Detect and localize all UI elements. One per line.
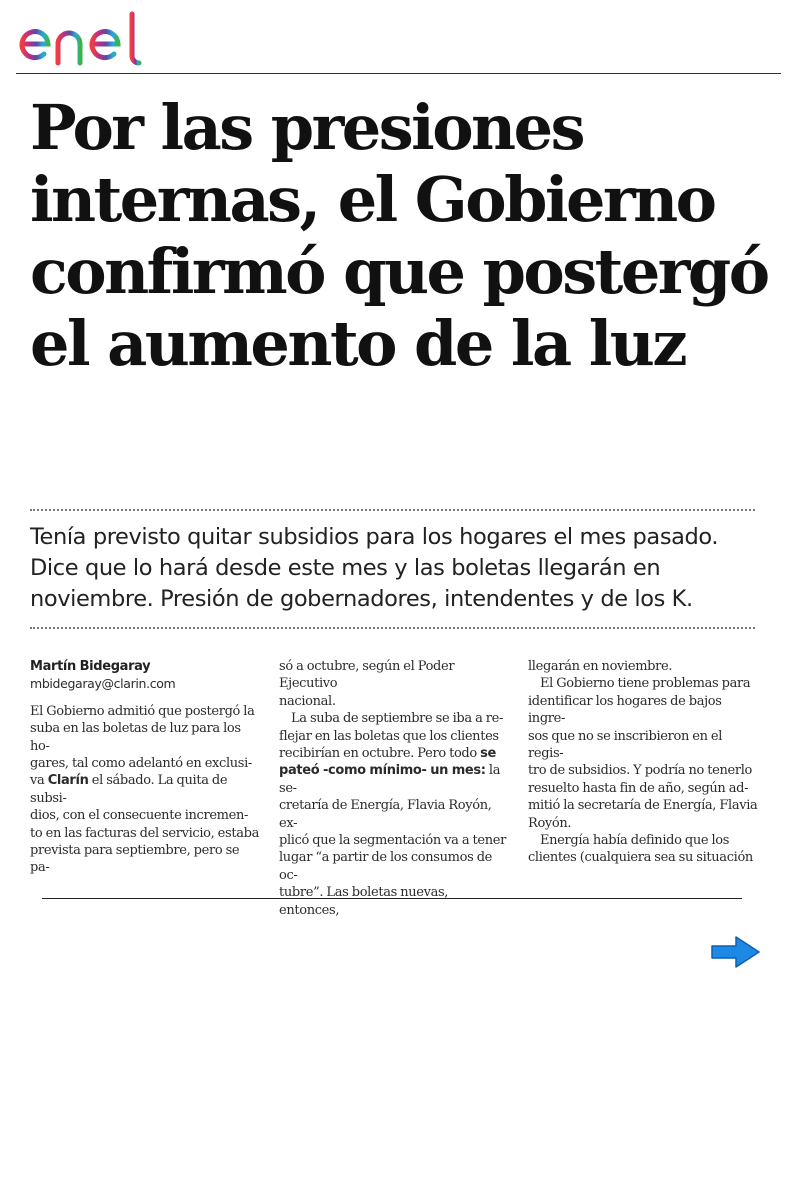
body-line: plicó que la segmentación va a tener xyxy=(279,833,506,849)
body-line: sos que no se inscribieron en el regis- xyxy=(528,728,723,762)
body-line: to en las facturas del servicio, estaba xyxy=(30,825,259,841)
summary-divider-bottom xyxy=(30,627,755,629)
newspaper-name: Clarín xyxy=(47,773,89,789)
body-line: clientes (cualquiera sea su situación xyxy=(528,850,753,866)
summary-line: noviembre. Presión de gobernadores, intendentes y de los K. xyxy=(30,586,693,612)
body-line: prevista para septiembre, pero se pa- xyxy=(30,843,240,876)
headline-line: el aumento de la luz xyxy=(30,307,686,380)
headline-line: Por las presiones xyxy=(30,91,583,164)
body-line: tro de subsidios. Y podría no tenerlo xyxy=(528,763,752,779)
body-paragraph xyxy=(279,710,509,919)
headline-line: confirmó que postergó xyxy=(30,235,768,308)
body-line: lugar “a partir de los consumos de oc- xyxy=(279,850,493,883)
summary-line: Tenía previsto quitar subsidios para los hogares el mes pasado. xyxy=(30,524,719,550)
body-text: recibirían en octubre. Pero todo xyxy=(279,746,481,762)
article-column-1 xyxy=(30,658,260,877)
article-headline xyxy=(30,92,780,380)
body-line: tubre”. Las boletas nuevas, entonces, xyxy=(279,885,449,918)
body-paragraph xyxy=(528,675,758,832)
body-paragraph xyxy=(279,658,509,710)
body-line: suba en las boletas de luz para los ho- xyxy=(30,721,241,754)
body-bold: pateó -como mínimo- un mes: xyxy=(279,763,486,779)
body-paragraph xyxy=(30,703,260,877)
body-line: só a octubre, según el Poder Ejecutivo xyxy=(279,659,455,692)
article-column-3 xyxy=(528,658,758,867)
body-line xyxy=(30,772,260,807)
right-arrow-icon[interactable] xyxy=(708,934,762,970)
body-paragraph xyxy=(528,832,758,867)
headline-line: internas, el Gobierno xyxy=(30,163,715,236)
body-line: dios, con el consecuente incremen- xyxy=(30,808,249,824)
body-line: La suba de septiembre se iba a re- xyxy=(291,711,504,727)
body-line: flejar en las boletas que los clientes xyxy=(279,728,499,744)
body-line: El Gobierno tiene problemas para xyxy=(540,676,751,692)
body-line: Royón. xyxy=(528,815,572,831)
body-bold: se xyxy=(480,746,497,762)
body-text: la se- xyxy=(279,763,501,796)
article-column-2 xyxy=(279,658,509,919)
body-line: mitió la secretaría de Energía, Flavia xyxy=(528,798,758,814)
body-line: Energía había definido que los xyxy=(540,833,730,849)
summary-line: Dice que lo hará desde este mes y las boletas llegarán en xyxy=(30,555,661,581)
body-line: resuelto hasta fin de año, según ad- xyxy=(528,780,749,796)
header-rule xyxy=(16,73,781,74)
body-line xyxy=(279,745,509,762)
author-name: Martín Bidegaray xyxy=(30,659,151,674)
author-email[interactable]: mbidegaray@clarin.com xyxy=(30,676,176,692)
footer-rule xyxy=(42,898,742,899)
body-paragraph xyxy=(528,658,758,675)
body-line: nacional. xyxy=(279,693,336,709)
body-line xyxy=(279,762,509,797)
body-line: El Gobierno admitió que postergó la xyxy=(30,703,255,719)
article-summary xyxy=(30,522,770,615)
body-text: el sábado. La quita de subsi- xyxy=(30,773,228,806)
body-text: va xyxy=(30,773,48,789)
body-line: gares, tal como adelantó en exclusi- xyxy=(30,756,252,772)
summary-divider-top xyxy=(30,509,755,511)
body-line: cretaría de Energía, Flavia Royón, ex- xyxy=(279,798,492,831)
body-line: identificar los hogares de bajos ingre- xyxy=(528,693,722,727)
body-line: llegarán en noviembre. xyxy=(528,659,673,674)
enel-logo xyxy=(16,8,176,68)
